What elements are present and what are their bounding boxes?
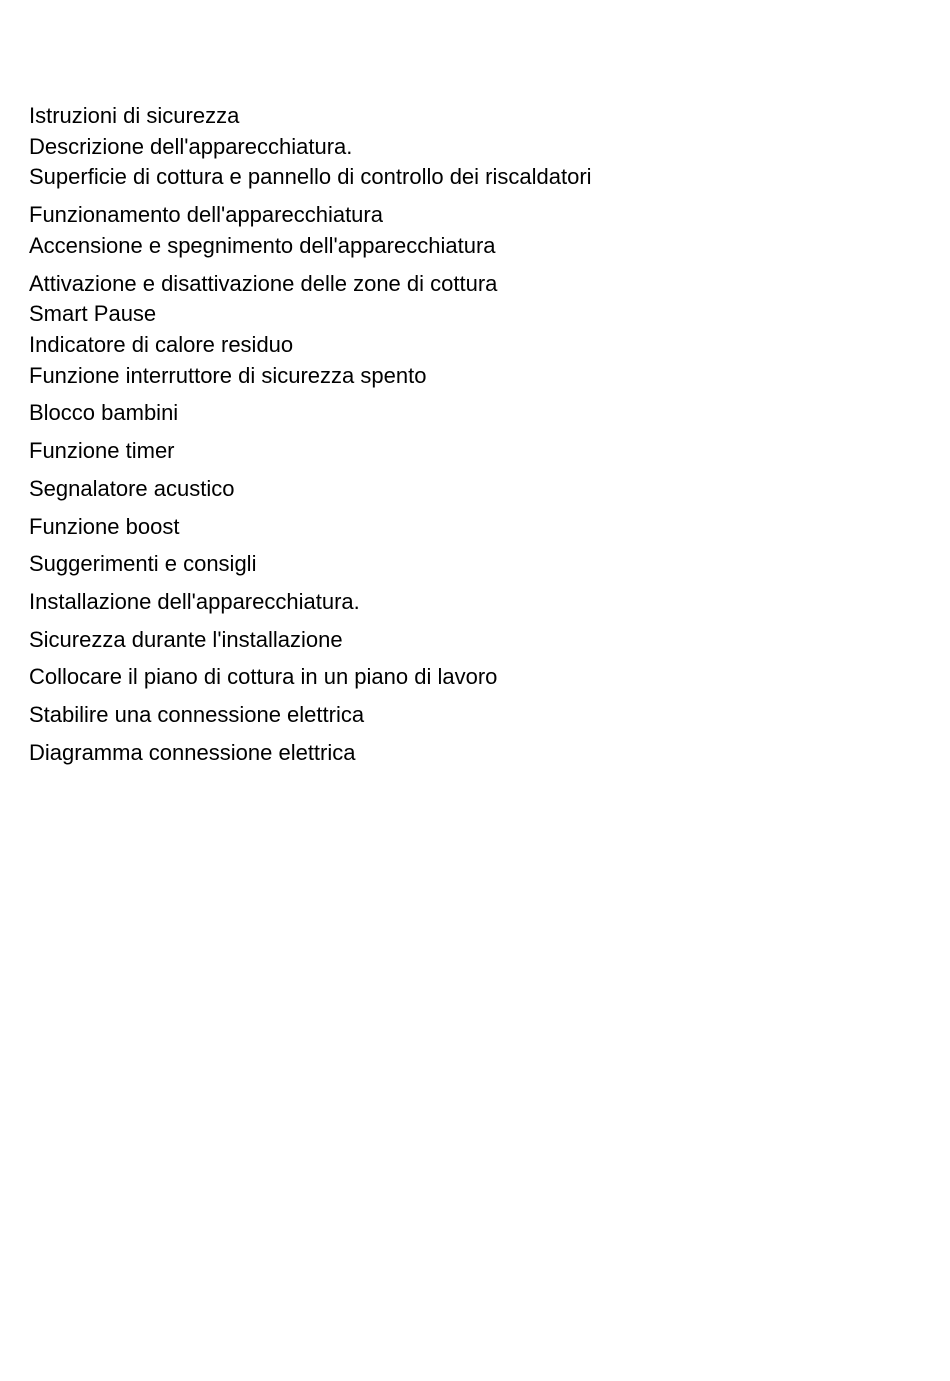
toc-entry-sicurezza-installazione[interactable]: Sicurezza durante l'installazione bbox=[29, 627, 343, 652]
toc-entry-interruttore-sicurezza[interactable]: Funzione interruttore di sicurezza spento bbox=[29, 363, 427, 388]
toc-entry-calore-residuo[interactable]: Indicatore di calore residuo bbox=[29, 332, 294, 357]
toc-entry-collocare-piano[interactable]: Collocare il piano di cottura in un piano di lavoro bbox=[29, 664, 498, 689]
toc-entry-connessione-elettrica[interactable]: Stabilire una connessione elettrica bbox=[29, 702, 365, 727]
toc-entry-installazione[interactable]: Installazione dell'apparecchiatura. bbox=[29, 589, 360, 614]
table-of-contents bbox=[29, 0, 929, 800]
toc-entry-superficie-cottura[interactable]: Superficie di cottura e pannello di controllo dei riscaldatori bbox=[29, 164, 592, 189]
toc-entry-blocco-bambini[interactable]: Blocco bambini bbox=[29, 400, 179, 425]
toc-entry-funzione-boost[interactable]: Funzione boost bbox=[29, 514, 180, 539]
toc-entry-smart-pause[interactable]: Smart Pause bbox=[29, 301, 157, 326]
toc-entry-segnalatore-acustico[interactable]: Segnalatore acustico bbox=[29, 476, 235, 501]
toc-entry-attivazione-zone[interactable]: Attivazione e disattivazione delle zone di cottura bbox=[29, 271, 498, 296]
toc-entry-funzionamento[interactable]: Funzionamento dell'apparecchiatura bbox=[29, 202, 383, 227]
toc-entry-accensione-spegnimento[interactable]: Accensione e spegnimento dell'apparecchiatura bbox=[29, 233, 496, 258]
toc-entry-istruzioni-sicurezza[interactable]: Istruzioni di sicurezza bbox=[29, 103, 240, 128]
toc-entry-descrizione-apparecchiatura[interactable]: Descrizione dell'apparecchiatura. bbox=[29, 134, 353, 159]
toc-entry-diagramma-connessione[interactable]: Diagramma connessione elettrica bbox=[29, 740, 356, 765]
toc-entry-suggerimenti[interactable]: Suggerimenti e consigli bbox=[29, 551, 257, 576]
toc-entry-funzione-timer[interactable]: Funzione timer bbox=[29, 438, 175, 463]
